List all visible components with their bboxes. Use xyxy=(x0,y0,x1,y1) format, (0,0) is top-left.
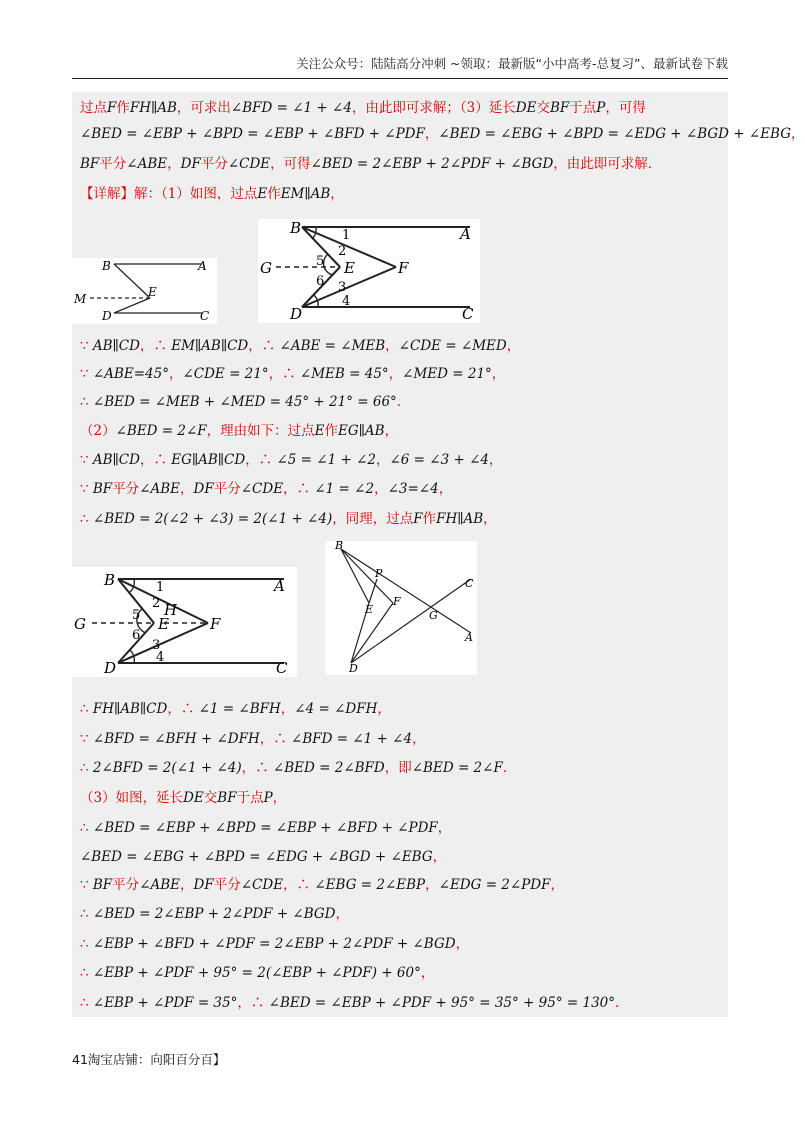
line-text: ，∴ xyxy=(237,995,269,1011)
line-text: 过点 xyxy=(80,100,107,116)
line-text: ，可求出 xyxy=(176,100,231,116)
math-expression: ∠BED = 2∠EBP + 2∠PDF + ∠BGD xyxy=(310,156,554,172)
fig3-angle-2: 2 xyxy=(152,596,161,611)
fig3-angle-4: 4 xyxy=(156,650,165,665)
line-text: ． xyxy=(615,995,629,1011)
line-text: ∵ xyxy=(80,731,93,747)
line-text: ∴ xyxy=(80,995,93,1011)
line-text: ， xyxy=(180,877,194,893)
line-text: ，∴ xyxy=(139,452,172,468)
math-expression: ∠3=∠4 xyxy=(387,481,439,497)
figure-4 xyxy=(325,541,477,675)
math-expression: ∠EBP + ∠BFD + ∠PDF = 2∠EBP + 2∠PDF + ∠BGD xyxy=(92,936,456,952)
line-text: 于点 xyxy=(569,100,597,116)
math-expression: FH∥AB xyxy=(436,511,484,527)
math-expression: ∠ABE xyxy=(139,877,181,893)
line-text: ，∴ xyxy=(248,338,280,354)
solution-line xyxy=(80,450,502,470)
line-text: ，可得 xyxy=(270,156,311,172)
solution-line xyxy=(80,509,497,529)
math-expression: BF xyxy=(549,100,570,116)
line-text: ∵ xyxy=(80,366,93,382)
line-text: ，由此即可求解；（3）延长 xyxy=(351,100,516,116)
line-text: 于点 xyxy=(236,790,264,806)
math-expression: ∠BED = ∠EBG + ∠BPD = ∠EDG + ∠BGD + ∠EBG xyxy=(438,126,792,142)
line-text: 交 xyxy=(536,100,550,116)
fig3-label-g: G xyxy=(74,615,86,633)
math-expression: ∠ABE=45° xyxy=(92,366,169,382)
math-expression: F xyxy=(107,100,117,116)
fig2-label-e: E xyxy=(344,259,355,277)
solution-line xyxy=(80,124,805,144)
math-expression: ∠1 = ∠BFH xyxy=(198,701,281,717)
solution-line xyxy=(80,847,446,867)
line-text: ，∴ xyxy=(283,877,315,893)
line-text: ，∴ xyxy=(283,481,315,497)
math-expression: P xyxy=(596,100,606,116)
math-expression: ∠BED = ∠EBP + ∠BPD = ∠EBP + ∠BFD + ∠PDF xyxy=(80,126,425,142)
math-expression: ∠MED = 21° xyxy=(402,366,492,382)
line-text: 作 xyxy=(267,186,281,202)
math-expression: BF xyxy=(80,156,100,172)
line-text: ∴ xyxy=(80,936,93,952)
line-text: ∴ xyxy=(80,760,93,776)
solution-line xyxy=(80,963,434,983)
solution-line xyxy=(80,729,426,749)
line-text: ， xyxy=(506,338,521,354)
solution-line xyxy=(80,934,469,954)
line-text: 作 xyxy=(422,511,437,527)
line-text: ， xyxy=(420,965,435,981)
math-expression: 2∠BFD = 2(∠1 + ∠4) xyxy=(92,760,242,776)
line-text: ． xyxy=(396,394,411,410)
solution-line xyxy=(80,154,661,174)
solution-line xyxy=(80,392,410,412)
math-expression: BF xyxy=(92,877,113,893)
math-expression: ∠BED = ∠EBG + ∠BPD = ∠EDG + ∠BGD + ∠EBG xyxy=(80,849,433,865)
line-text: ， xyxy=(425,877,439,893)
line-text: ， xyxy=(330,186,344,202)
line-text: ∵ xyxy=(80,481,93,497)
math-expression: BF xyxy=(92,481,113,497)
fig1-label-e: E xyxy=(148,285,157,299)
math-expression: E xyxy=(314,423,325,439)
math-expression: DF xyxy=(193,877,214,893)
fig4-label-c: C xyxy=(465,577,474,590)
line-text: ∴ xyxy=(80,511,93,527)
fig3-label-a: A xyxy=(274,577,285,595)
fig2-label-d: D xyxy=(290,305,303,323)
line-text: ∵ xyxy=(80,338,93,354)
math-expression: AB∥CD xyxy=(92,338,140,354)
line-text: ， xyxy=(424,126,439,142)
solution-line xyxy=(80,421,398,441)
line-text: ， xyxy=(483,511,497,527)
math-expression: ∠BED = ∠MEB + ∠MED = 45° + 21° = 66° xyxy=(92,394,397,410)
fig4-label-d: D xyxy=(349,662,358,675)
math-expression: DF xyxy=(180,156,201,172)
math-expression: EG∥AB xyxy=(338,423,385,439)
line-text: ， xyxy=(374,481,388,497)
line-text: ． xyxy=(502,760,517,776)
line-text: 作 xyxy=(116,100,130,116)
line-text: ，可得 xyxy=(605,100,646,116)
fig2-angle-6: 6 xyxy=(316,274,325,289)
math-expression: EM∥AB xyxy=(280,186,331,202)
solution-line xyxy=(80,336,520,356)
line-text: ∵ xyxy=(80,877,93,893)
line-text: ， xyxy=(438,481,453,497)
line-text: 作 xyxy=(324,423,339,439)
math-expression: ∠BFD = ∠1 + ∠4 xyxy=(291,731,413,747)
line-text: ， xyxy=(280,701,295,717)
line-text: ∴ xyxy=(80,906,93,922)
solution-line xyxy=(80,699,391,719)
line-text: ， xyxy=(432,849,447,865)
line-text: （2） xyxy=(80,423,116,439)
fig2-angle-2: 2 xyxy=(338,244,347,259)
line-text: ， xyxy=(384,423,399,439)
solution-line xyxy=(80,788,286,808)
math-expression: EG∥AB∥CD xyxy=(171,452,246,468)
fig3-label-e: E xyxy=(158,615,169,633)
math-expression: F xyxy=(413,511,423,527)
line-text: ， xyxy=(335,906,350,922)
line-text: ， xyxy=(550,877,564,893)
math-expression: DE xyxy=(515,100,537,116)
line-text: ，理由如下：过点 xyxy=(206,423,315,439)
line-text: ，∴ xyxy=(139,338,172,354)
line-text: 平分 xyxy=(213,877,241,893)
math-expression: ∠6 = ∠3 + ∠4 xyxy=(389,452,489,468)
math-expression: EM∥AB∥CD xyxy=(171,338,249,354)
line-text: ， xyxy=(412,731,426,747)
fig1-label-b: B xyxy=(102,259,111,273)
line-text: 平分 xyxy=(99,156,127,172)
solution-line xyxy=(80,993,629,1013)
fig3-angle-6: 6 xyxy=(132,628,141,643)
math-expression: ∠ABE = ∠MEB xyxy=(279,338,386,354)
line-text: ， xyxy=(375,452,390,468)
line-text: 交 xyxy=(203,790,218,806)
line-text: ，∴ xyxy=(241,760,273,776)
math-expression: ∠CDE xyxy=(227,156,271,172)
math-expression: ∠BED = ∠EBP + ∠BPD = ∠EBP + ∠BFD + ∠PDF xyxy=(92,820,438,836)
math-expression: ∠BED = 2(∠2 + ∠3) = 2(∠1 + ∠4) xyxy=(92,511,333,527)
fig3-label-d: D xyxy=(104,659,117,677)
math-expression: ∠BED = 2∠F xyxy=(411,760,503,776)
line-text: ， xyxy=(791,126,805,142)
math-expression: ∠CDE xyxy=(240,877,284,893)
math-expression: ∠ABE xyxy=(139,481,181,497)
fig3-label-c: C xyxy=(276,659,288,677)
math-expression: FH∥AB∥CD xyxy=(92,701,168,717)
math-expression: ∠MEB = 45° xyxy=(299,366,389,382)
line-text: 平分 xyxy=(112,481,140,497)
math-expression: ∠EDG = 2∠PDF xyxy=(438,877,551,893)
math-expression: AB∥CD xyxy=(92,452,140,468)
line-text: ∵ xyxy=(80,452,93,468)
line-text: ， xyxy=(388,366,403,382)
line-text: ，∴ xyxy=(268,366,300,382)
math-expression: ∠ABE xyxy=(126,156,168,172)
line-text: 平分 xyxy=(112,877,140,893)
solution-line xyxy=(80,184,344,204)
fig2-label-b: B xyxy=(290,219,302,237)
line-text: ， xyxy=(377,701,391,717)
fig2-angle-4: 4 xyxy=(342,294,351,309)
solution-line xyxy=(80,758,516,778)
math-expression: ∠EBP + ∠PDF + 95° = 2(∠EBP + ∠PDF) + 60° xyxy=(92,965,421,981)
line-text: 平分 xyxy=(213,481,241,497)
figure-1 xyxy=(72,258,217,324)
line-text: ，同理，过点 xyxy=(332,511,414,527)
math-expression: FH∥AB xyxy=(129,100,177,116)
math-expression: ∠CDE = 21° xyxy=(182,366,269,382)
fig2-label-a: A xyxy=(460,225,471,243)
figure-3 xyxy=(72,567,297,677)
fig3-angle-5: 5 xyxy=(132,608,141,623)
line-text: ， xyxy=(168,366,183,382)
line-text: （3）如图，延长 xyxy=(80,790,184,806)
math-expression: ∠BED = ∠EBP + ∠PDF + 95° = 35° + 95° = 130° xyxy=(268,995,616,1011)
fig1-label-m: M xyxy=(74,292,87,306)
page-footer: 41淘宝店铺：向阳百分百】 xyxy=(72,1052,226,1067)
line-text: 【详解】解：（1）如图，过点 xyxy=(80,186,258,202)
math-expression: ∠5 = ∠1 + ∠2 xyxy=(276,452,376,468)
fig2-angle-5: 5 xyxy=(316,254,325,269)
solution-line xyxy=(80,904,349,924)
line-text: ， xyxy=(385,338,399,354)
fig1-label-c: C xyxy=(200,309,210,323)
solution-line xyxy=(80,98,646,118)
line-text: ，∴ xyxy=(245,452,277,468)
line-text: ， xyxy=(180,481,194,497)
fig4-label-p: P xyxy=(375,567,383,580)
solution-content xyxy=(72,92,805,1017)
fig1-label-a: A xyxy=(198,259,207,273)
math-expression: DF xyxy=(193,481,214,497)
solution-line xyxy=(80,479,452,499)
fig4-label-g: G xyxy=(429,609,438,622)
line-text: ∴ xyxy=(80,965,93,981)
math-expression: ∠BED = 2∠EBP + 2∠PDF + ∠BGD xyxy=(92,906,336,922)
math-expression: ∠EBP + ∠PDF = 35° xyxy=(92,995,238,1011)
math-expression: P xyxy=(263,790,273,806)
line-text: ， xyxy=(491,366,506,382)
fig4-label-e: E xyxy=(365,603,374,616)
fig2-label-c: C xyxy=(462,305,474,323)
fig4-label-b: B xyxy=(335,539,344,552)
math-expression: ∠EBG = 2∠EBP xyxy=(314,877,426,893)
math-expression: E xyxy=(257,186,268,202)
line-text: ，由此即可求解． xyxy=(553,156,662,172)
line-text: ∴ xyxy=(80,701,93,717)
fig3-label-h: H xyxy=(164,601,178,619)
line-text: ，∴ xyxy=(167,701,199,717)
figure-2 xyxy=(258,219,480,323)
line-text: ， xyxy=(455,936,470,952)
fig4-label-f: F xyxy=(393,595,401,608)
fig4-label-a: A xyxy=(465,631,473,644)
line-text: ∴ xyxy=(80,394,93,410)
math-expression: ∠BED = 2∠BFD xyxy=(272,760,385,776)
solution-line xyxy=(80,818,451,838)
line-text: 平分 xyxy=(200,156,228,172)
math-expression: ∠CDE xyxy=(240,481,284,497)
fig3-label-b: B xyxy=(104,571,116,589)
math-expression: ∠4 = ∠DFH xyxy=(294,701,378,717)
line-text: ， xyxy=(488,452,503,468)
fig3-label-f: F xyxy=(210,615,221,633)
fig2-angle-1: 1 xyxy=(342,228,351,243)
fig3-angle-1: 1 xyxy=(156,580,165,595)
math-expression: ∠CDE = ∠MED xyxy=(398,338,507,354)
line-text: ，即 xyxy=(384,760,412,776)
math-expression: DE xyxy=(183,790,204,806)
solution-line xyxy=(80,364,505,384)
page-header: 关注公众号：陆陆高分冲刺 ~领取：最新版“小中高考-总复习”、最新试卷下载 xyxy=(72,54,728,79)
math-expression: ∠1 = ∠2 xyxy=(314,481,375,497)
line-text: ， xyxy=(437,820,452,836)
math-expression: BF xyxy=(217,790,237,806)
line-text: ∴ xyxy=(80,820,93,836)
math-expression: ∠BED = 2∠F xyxy=(115,423,207,439)
math-expression: ∠BFD = ∠1 + ∠4 xyxy=(230,100,352,116)
line-text: ，∴ xyxy=(259,731,292,747)
fig3-angle-3: 3 xyxy=(152,638,161,653)
fig2-angle-3: 3 xyxy=(338,280,347,295)
line-text: ， xyxy=(272,790,287,806)
line-text: ， xyxy=(167,156,181,172)
math-expression: ∠BFD = ∠BFH + ∠DFH xyxy=(92,731,260,747)
fig1-label-d: D xyxy=(102,309,112,323)
fig2-label-g: G xyxy=(260,259,272,277)
solution-line xyxy=(80,875,564,895)
fig2-label-f: F xyxy=(398,259,409,277)
